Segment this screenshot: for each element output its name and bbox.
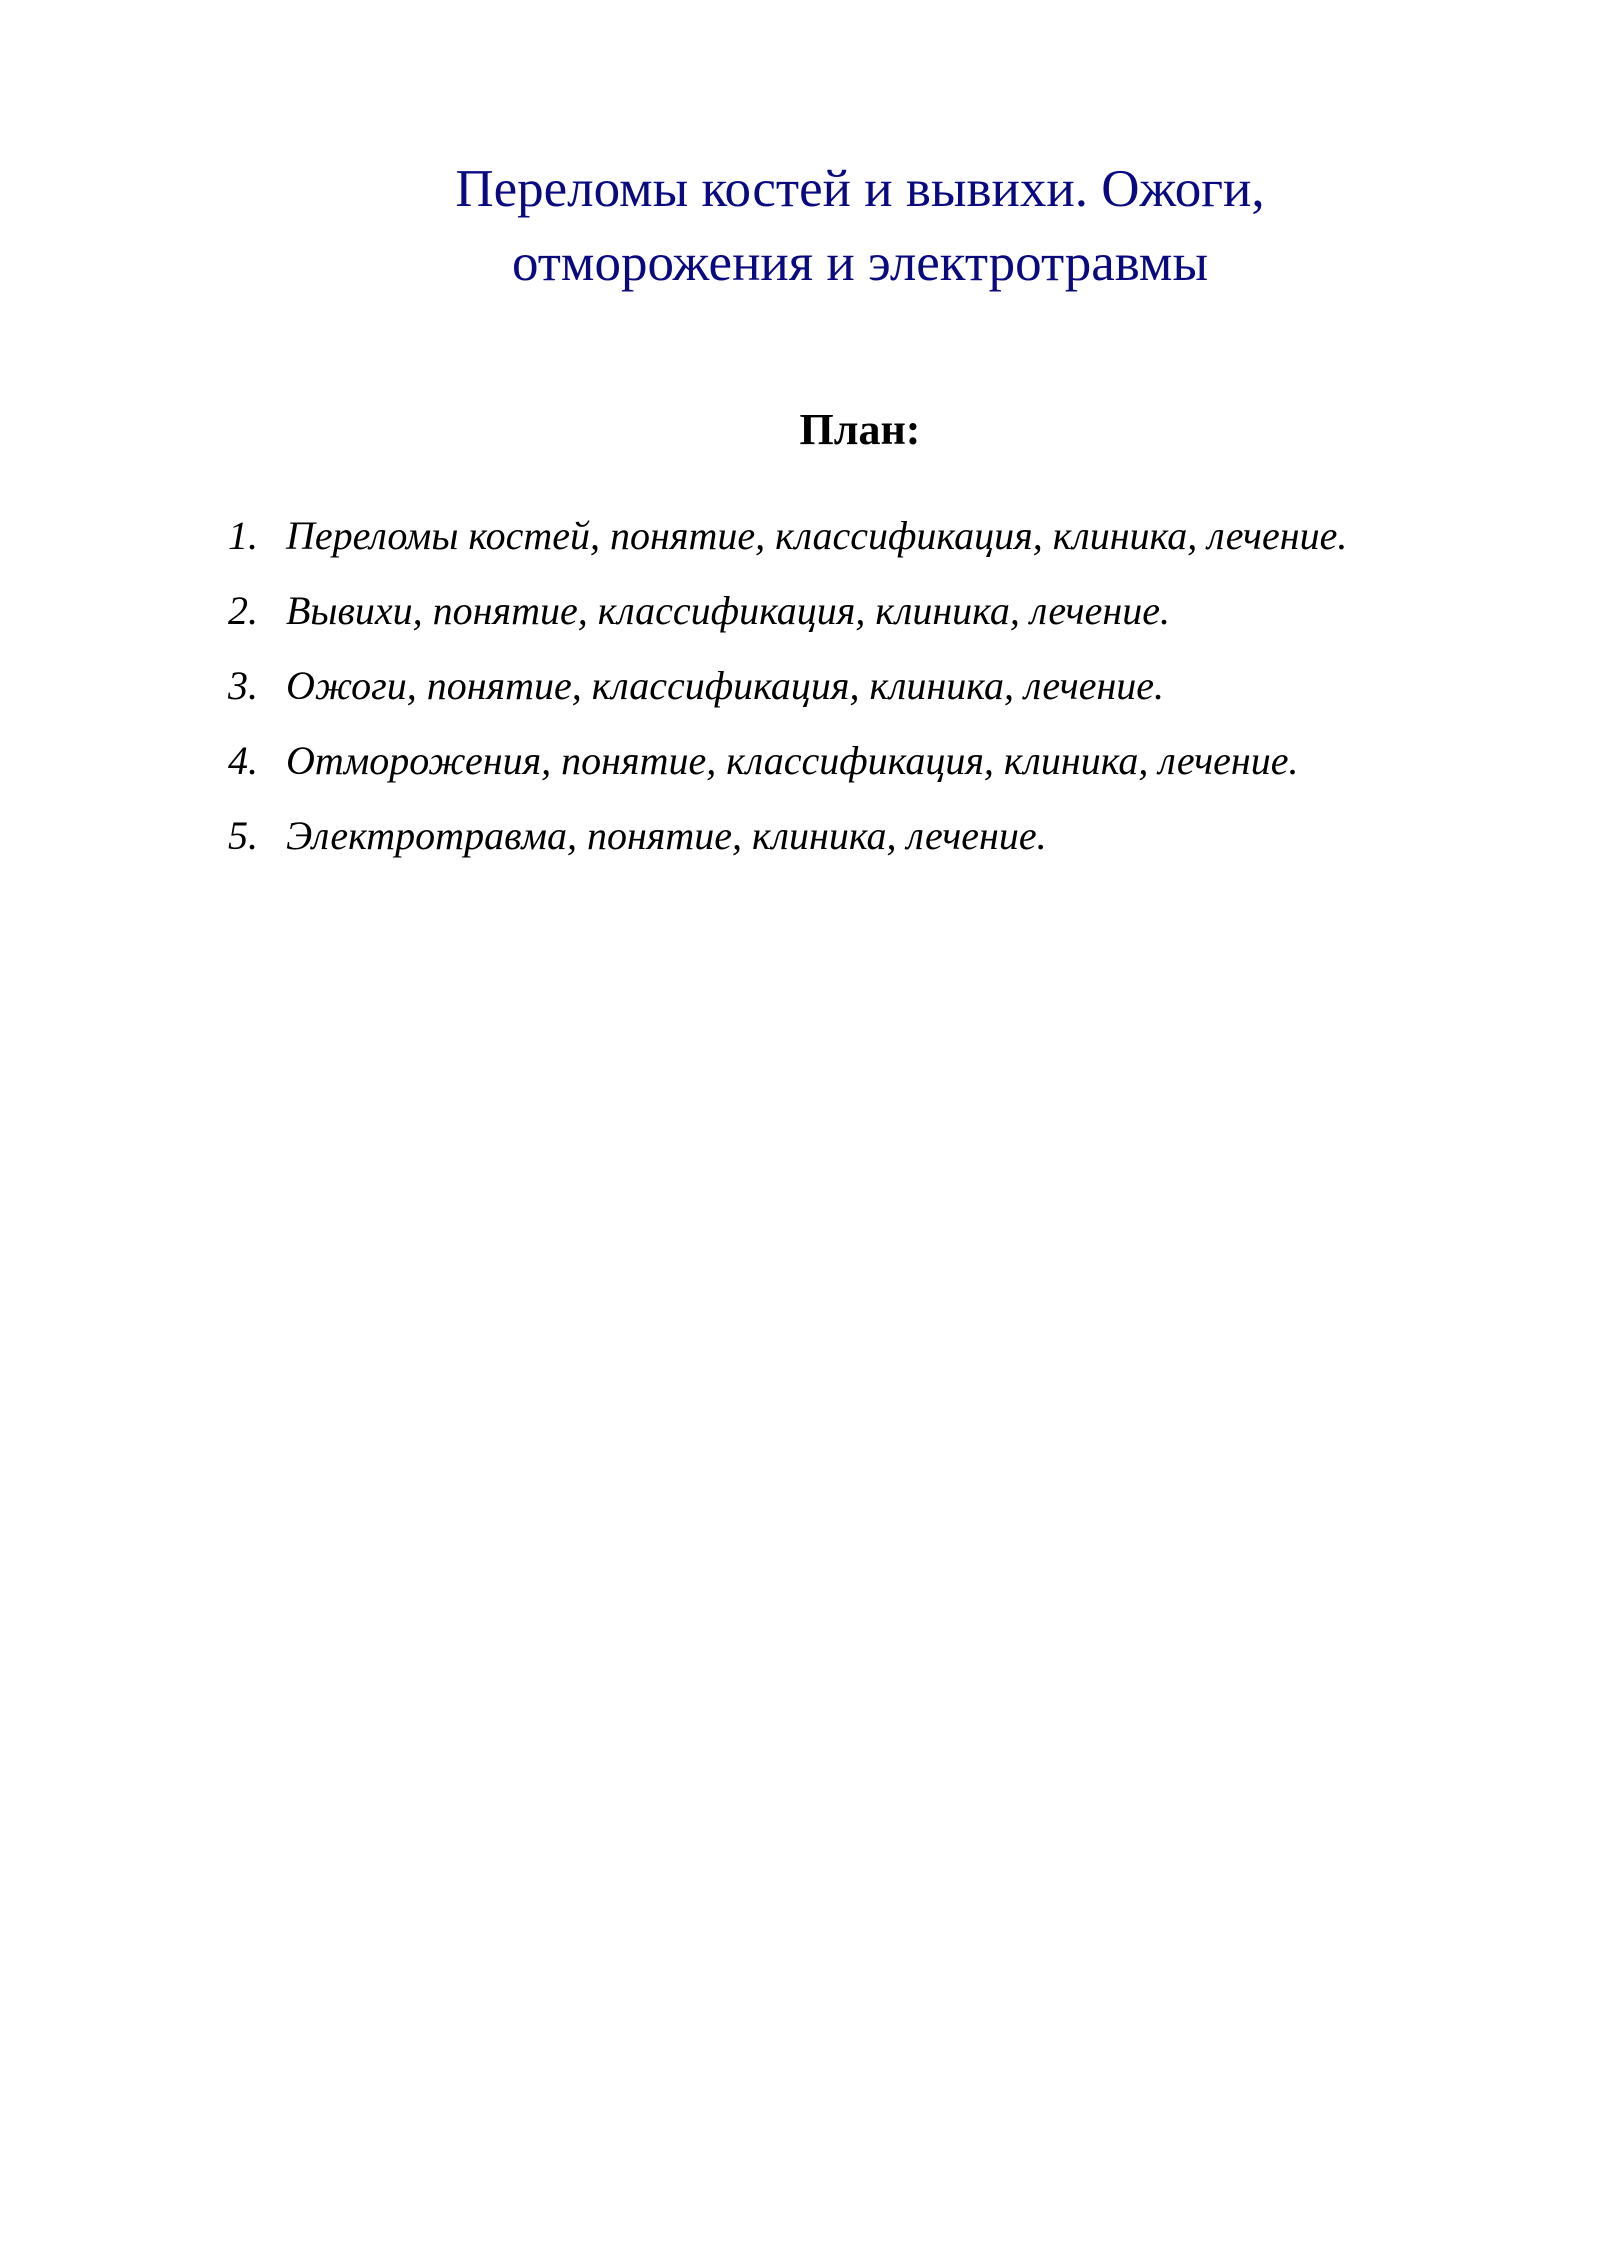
plan-item-number: 4. (228, 738, 258, 783)
plan-item-number: 2. (228, 588, 258, 633)
plan-item-number: 5. (228, 813, 258, 858)
document-title-line-1: Переломы костей и вывихи. Ожоги, (455, 160, 1265, 218)
plan-item-text: Электротравма, понятие, клиника, лечение. (286, 813, 1047, 858)
plan-item-text: Вывихи, понятие, классификация, клиника, лечение. (286, 588, 1170, 633)
plan-list (228, 506, 1528, 881)
plan-item-5 (228, 806, 1528, 881)
plan-item-number: 3. (228, 663, 258, 708)
document-title-line-2: отморожения и электротравмы (511, 234, 1209, 292)
plan-item-4 (228, 731, 1528, 806)
plan-heading: План: (799, 405, 921, 454)
plan-item-3 (228, 656, 1528, 731)
plan-item-text: Переломы костей, понятие, классификация, клиника, лечение. (286, 513, 1348, 558)
plan-item-number: 1. (228, 513, 258, 558)
plan-item-text: Отморожения, понятие, классификация, клиника, лечение. (286, 738, 1299, 783)
plan-item-text: Ожоги, понятие, классификация, клиника, лечение. (286, 663, 1165, 708)
plan-item-2 (228, 581, 1528, 656)
plan-item-1 (228, 506, 1528, 581)
document-title (395, 152, 1325, 300)
